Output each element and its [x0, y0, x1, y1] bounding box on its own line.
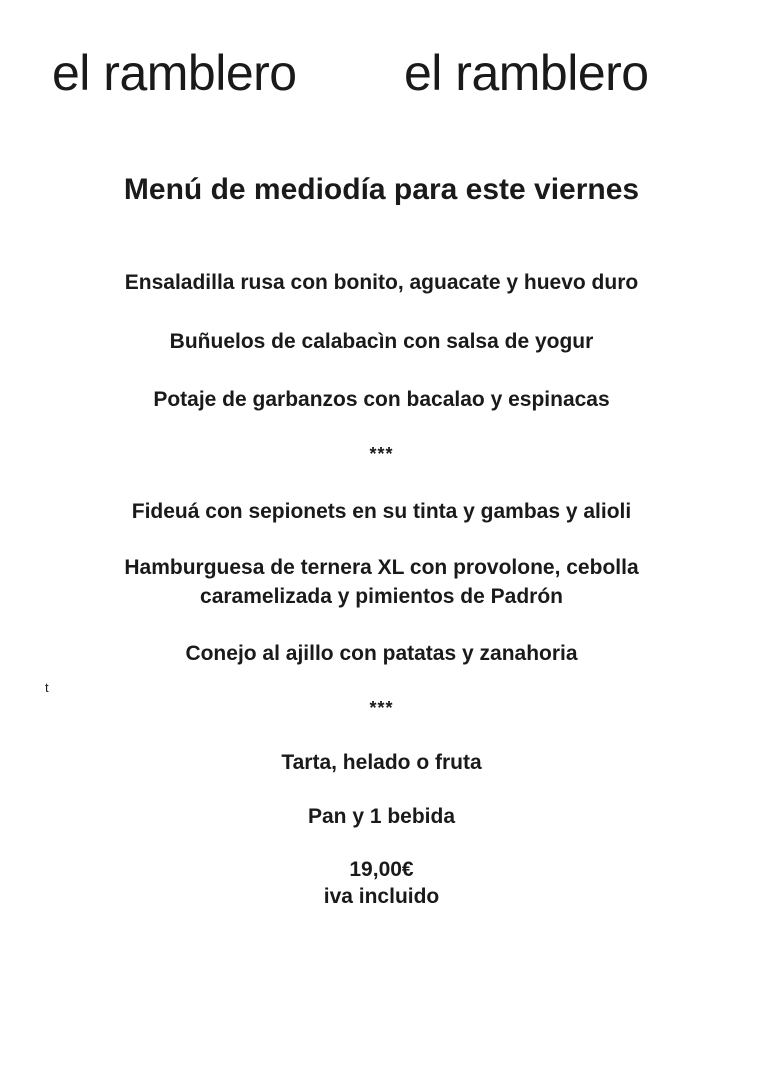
- brand-logo-right: el ramblero: [404, 45, 649, 101]
- second-course-2-line-1: Hamburguesa de ternera XL con provolone, cebolla: [124, 556, 639, 579]
- first-course-1: Ensaladilla rusa con bonito, aguacate y huevo duro: [124, 271, 639, 294]
- menu-title: Menú de mediodía para este viernes: [123, 173, 640, 206]
- dessert-line: Tarta, helado o fruta: [281, 751, 482, 774]
- second-course-1: Fideuá con sepionets en su tinta y gambas y alioli: [131, 500, 632, 523]
- second-course-3: Conejo al ajillo con patatas y zanahoria: [185, 642, 578, 665]
- tax-note: iva incluido: [323, 885, 440, 908]
- bread-drink-line: Pan y 1 bebida: [307, 805, 456, 828]
- first-course-2: Buñuelos de calabacìn con salsa de yogur: [169, 330, 594, 353]
- brand-logo-left: el ramblero: [52, 45, 297, 101]
- stray-character: t: [45, 680, 49, 695]
- course-separator-1: ***: [369, 444, 394, 464]
- first-course-3: Potaje de garbanzos con bacalao y espinacas: [153, 388, 610, 411]
- second-course-2-line-2: caramelizada y pimientos de Padrón: [200, 585, 563, 608]
- course-separator-2: ***: [369, 698, 394, 718]
- price: 19,00€: [349, 858, 414, 881]
